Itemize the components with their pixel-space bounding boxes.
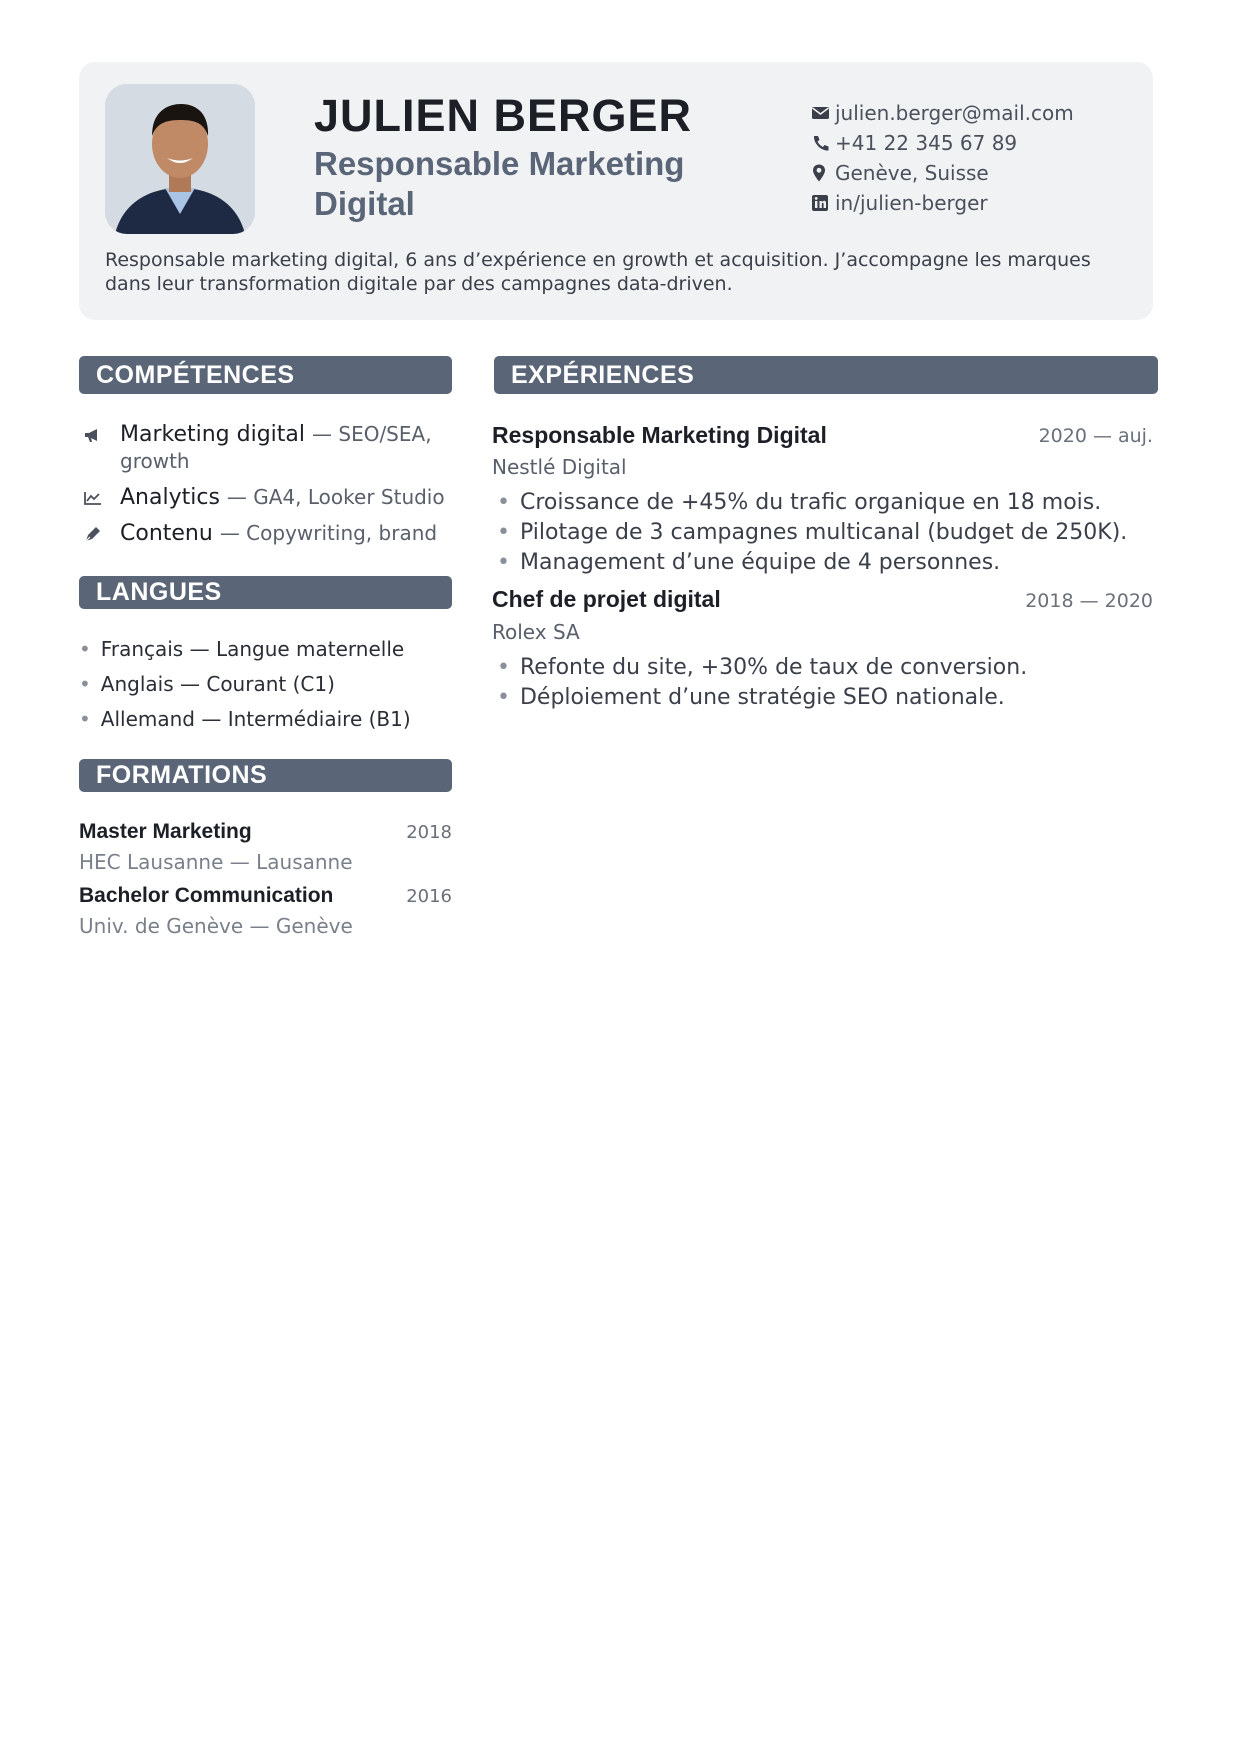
pen-icon — [83, 525, 103, 543]
job-dates: 2018 — 2020 — [1025, 590, 1153, 612]
job-title: Chef de projet digital — [492, 586, 721, 612]
map-pin-icon — [810, 163, 832, 183]
envelope-icon — [810, 103, 832, 123]
job-bullet: • Croissance de +45% du trafic organique en 18 mois. — [497, 490, 1102, 515]
job-bullet: • Pilotage de 3 campagnes multicanal (budget de 250K). — [497, 520, 1128, 545]
education-school: Univ. de Genève — Genève — [79, 914, 353, 938]
education-degree: Bachelor Communication — [79, 884, 334, 907]
line-chart-icon — [83, 489, 103, 507]
job-bullet: • Refonte du site, +30% de taux de conversion. — [497, 655, 1028, 680]
candidate-role: Responsable Marketing Digital — [314, 145, 685, 222]
contact-location: Genève, Suisse — [810, 158, 1074, 188]
skills-heading: COMPÉTENCES — [79, 356, 452, 394]
profile-photo — [105, 84, 255, 234]
contact-email[interactable]: julien.berger@mail.com — [810, 98, 1074, 128]
contact-list — [810, 98, 1074, 218]
contact-phone[interactable]: +41 22 345 67 89 — [810, 128, 1074, 158]
language-item: • Anglais — Courant (C1) — [79, 672, 335, 696]
education-heading: FORMATIONS — [79, 759, 452, 792]
experience-heading: EXPÉRIENCES — [494, 356, 1158, 394]
skill-item: Marketing digital — SEO/SEA, growth — [79, 421, 459, 475]
job-company: Rolex SA — [492, 620, 580, 644]
phone-icon — [810, 133, 832, 153]
job-dates: 2020 — auj. — [1038, 425, 1153, 447]
contact-linkedin[interactable]: in/julien-berger — [810, 188, 1074, 218]
language-item: • Français — Langue maternelle — [79, 637, 405, 661]
job-bullet: • Management d’une équipe de 4 personnes. — [497, 550, 1001, 575]
education-year: 2018 — [406, 822, 452, 843]
linkedin-icon — [810, 193, 832, 213]
profile-summary: Responsable marketing digital, 6 ans d’expérience en growth et acquisition. J’accompagne les marques dans leur transformation digitale par des campagnes data-driven. — [105, 249, 1091, 295]
language-item: • Allemand — Intermédiaire (B1) — [79, 707, 411, 731]
job-company: Nestlé Digital — [492, 455, 627, 479]
job-bullet: • Déploiement d’une stratégie SEO nationale. — [497, 685, 1005, 710]
megaphone-icon — [83, 426, 103, 444]
skill-item: Contenu — Copywriting, brand — [79, 520, 459, 547]
header-card — [79, 62, 1153, 320]
languages-heading: LANGUES — [79, 576, 452, 609]
candidate-name: JULIEN BERGER — [314, 90, 693, 141]
job-title: Responsable Marketing Digital — [492, 422, 827, 448]
education-year: 2016 — [406, 886, 452, 907]
education-degree: Master Marketing — [79, 820, 252, 843]
education-school: HEC Lausanne — Lausanne — [79, 850, 353, 874]
skill-item: Analytics — GA4, Looker Studio — [79, 484, 459, 511]
